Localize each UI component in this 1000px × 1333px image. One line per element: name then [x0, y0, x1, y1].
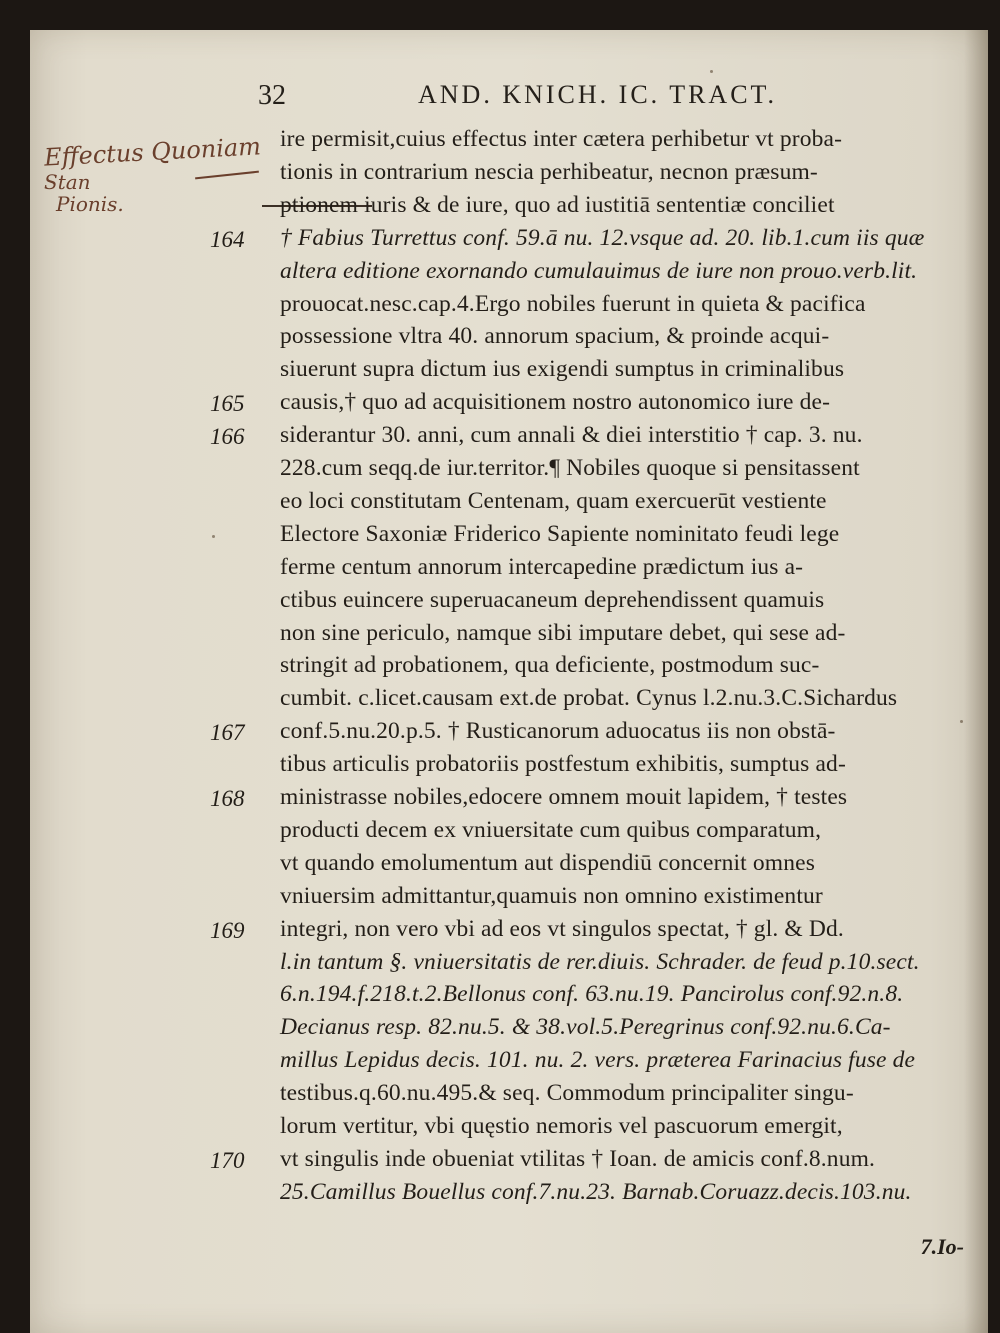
page-number: 32	[258, 80, 286, 111]
section-number: 170	[210, 1147, 245, 1173]
line-text: 6.n.194.f.218.t.2.Bellonus conf. 63.nu.19. Pancirolus conf.92.n.8.	[280, 981, 904, 1008]
text-line	[210, 488, 970, 521]
line-text: Decianus resp. 82.nu.5. & 38.vol.5.Peregrinus conf.92.nu.6.Ca-	[280, 1014, 891, 1041]
paper-speck	[710, 70, 713, 73]
line-text: producti decem ex vniuersitate cum quibus comparatum,	[280, 816, 822, 843]
line-text: possessione vltra 40. annorum spacium, & proinde acqui-	[280, 323, 830, 350]
text-line	[210, 1014, 970, 1047]
line-text: siuerunt supra dictum ius exigendi sumptus in criminalibus	[280, 356, 845, 383]
line-text: vniuersim admittantur,quamuis non omnino existimentur	[280, 882, 823, 909]
text-line	[210, 883, 970, 916]
text-line	[210, 620, 970, 653]
line-text: ire permisit,cuius effectus inter cætera perhibetur vt proba-	[280, 126, 843, 152]
text-line	[210, 784, 970, 817]
text-line	[210, 455, 970, 488]
running-title: AND. KNICH. IC. TRACT.	[418, 80, 777, 109]
text-line	[210, 323, 970, 356]
line-text: vt singulis inde obueniat vtilitas † Ioan. de amicis conf.8.num.	[280, 1145, 876, 1172]
section-number: 165	[210, 391, 245, 417]
text-line	[210, 258, 970, 291]
line-text: l.in tantum §. vniuersitatis de rer.diuis. Schrader. de feud p.10.sect.	[280, 948, 920, 975]
line-text: testibus.q.60.nu.495.& seq. Commodum principaliter singu-	[280, 1080, 854, 1107]
line-text: tibus articulis probatoriis postfestum exhibitis, sumptus ad-	[280, 751, 846, 778]
text-line	[210, 422, 970, 455]
marginal-note-3: Pionis.	[56, 192, 124, 216]
line-text: cumbit. c.licet.causam ext.de probat. Cynus l.2.nu.3.C.Sichardus	[280, 685, 898, 712]
text-line	[210, 817, 970, 850]
catchword: 7.Io-	[920, 1234, 964, 1259]
line-text: conf.5.nu.20.p.5. † Rusticanorum aduocatus iis non obstā-	[280, 718, 836, 745]
text-line	[210, 718, 970, 751]
text-line	[210, 916, 970, 949]
marginal-note-1: Effectus Quoniam	[43, 132, 262, 172]
text-line	[210, 751, 970, 784]
line-text: 25.Camillus Bouellus conf.7.nu.23. Barnab.Coruazz.decis.103.nu.	[280, 1178, 912, 1205]
line-text: † Fabius Turrettus conf. 59.ā nu. 12.vsque ad. 20. lib.1.cum iis quæ	[280, 224, 925, 251]
line-text: 228.cum seqq.de iur.territor.¶ Nobiles quoque si pensitassent	[280, 455, 860, 481]
section-number: 166	[210, 424, 245, 450]
section-number: 169	[210, 917, 245, 943]
section-number: 168	[210, 786, 245, 811]
text-line	[210, 1179, 970, 1212]
running-head	[258, 80, 818, 116]
text-line	[210, 356, 970, 389]
text-line	[210, 192, 970, 225]
text-line	[210, 850, 970, 883]
line-text: ctibus euincere superuacaneum deprehendissent quamuis	[280, 586, 825, 613]
line-text: altera editione exornando cumulauimus de iure non prouo.verb.lit.	[280, 257, 918, 284]
line-text: non sine periculo, namque sibi imputare debet, qui sese ad-	[280, 619, 846, 646]
text-line	[210, 1047, 970, 1080]
line-text: vt quando emolumentum aut dispendiū concernit omnes	[280, 849, 815, 876]
text-line	[210, 652, 970, 685]
line-text: millus Lepidus decis. 101. nu. 2. vers. præterea Farinacius fuse de	[280, 1047, 916, 1074]
line-text: integri, non vero vbi ad eos vt singulos spectat, † gl. & Dd.	[280, 915, 844, 942]
body-text	[210, 126, 970, 1259]
text-line	[210, 1113, 970, 1146]
text-line	[210, 587, 970, 620]
line-text: tionis in contrarium nescia perhibeatur, necnon præsum-	[280, 158, 818, 185]
text-line	[210, 949, 970, 982]
text-line	[210, 1146, 970, 1179]
line-text: ferme centum annorum intercapedine prædictum ius a-	[280, 553, 804, 580]
line-text: siderantur 30. anni, cum annali & diei interstitio † cap. 3. nu.	[280, 422, 863, 449]
text-line	[210, 554, 970, 587]
text-line	[210, 225, 970, 258]
text-line	[210, 159, 970, 192]
text-line	[210, 126, 970, 159]
line-text: stringit ad probationem, qua deficiente, postmodum suc-	[280, 652, 820, 679]
text-line	[210, 389, 970, 422]
text-line	[210, 685, 970, 718]
text-line	[210, 291, 970, 324]
line-text: eo loci constitutam Centenam, quam exercuerūt vestiente	[280, 487, 827, 514]
line-text: Electore Saxoniæ Friderico Sapiente nominitato feudi lege	[280, 520, 840, 547]
text-line	[210, 521, 970, 554]
section-number: 164	[210, 226, 245, 252]
line-text: lorum vertitur, vbi quęstio nemoris vel pascuorum emergit,	[280, 1113, 843, 1139]
line-text: prouocat.nesc.cap.4.Ergo nobiles fuerunt in quieta & pacifica	[280, 290, 866, 317]
text-line	[210, 1080, 970, 1113]
line-text: ptionem iuris & de iure, quo ad iustitiā sententiæ conciliet	[280, 191, 835, 218]
line-text: ministrasse nobiles,edocere omnem mouit lapidem, † testes	[280, 784, 848, 810]
marginal-note-2: Stan	[44, 170, 91, 194]
text-line	[210, 981, 970, 1014]
line-text: causis,† quo ad acquisitionem nostro autonomico iure de-	[280, 389, 831, 416]
section-number: 167	[210, 720, 245, 746]
